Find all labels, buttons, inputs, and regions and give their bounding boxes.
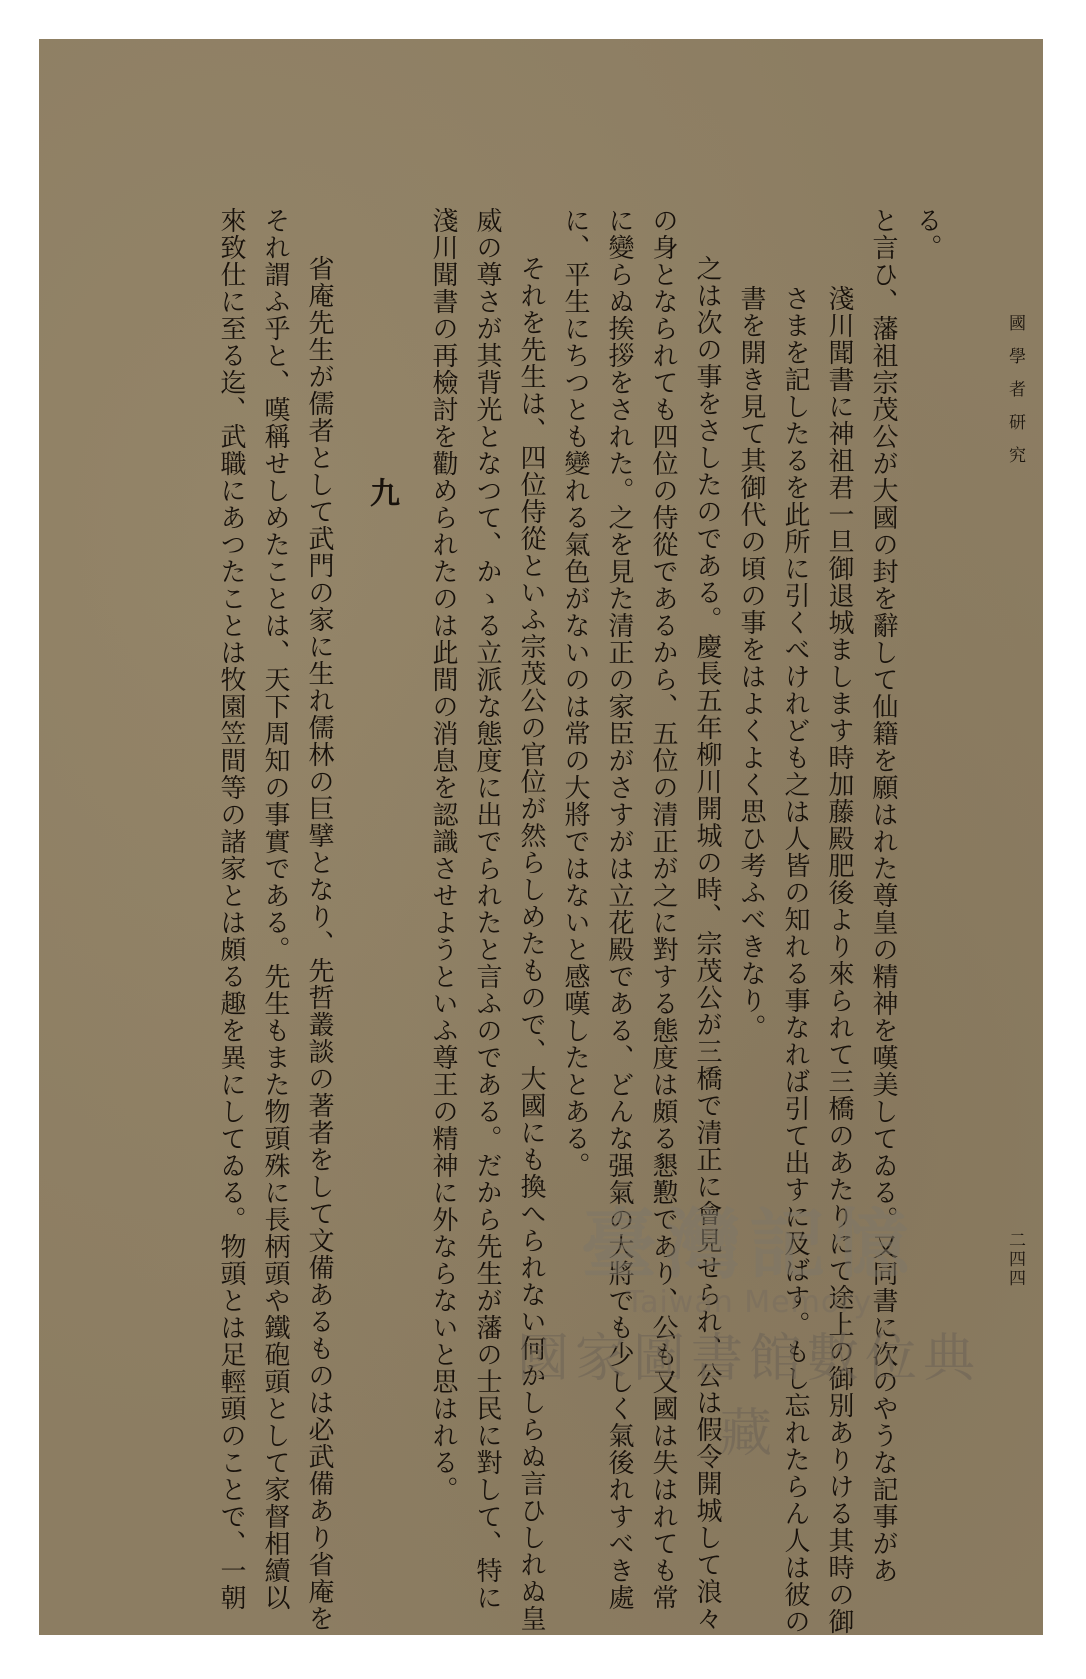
text-column: 淺川聞書の再檢討を勸められたのは此間の消息を認識させようといふ尊王の精神に外ならないと思はれる。 [428,207,458,1503]
text-column: 來致仕に至る迄、武職にあつたことは牧園笠間等の諸家とは頗る趣を異にしてゐる。物頭とは足輕頭のことで、一朝 [216,207,246,1611]
quoted-text-column: 書を開き見て其御代の頃の事をはよくよく思ひ考ふべきなり。 [736,285,766,1041]
section-number: 九 [364,477,399,508]
body-text [209,207,949,1635]
text-column: に、平生にちつとも變れる氣色がないのは常の大將ではないと感嘆したとある。 [560,207,590,1179]
text-column: 威の尊さが其背光となつて、かゝる立派な態度に出でられたと言ふのである。だから先生が藩の士民に對して、特に [472,207,502,1611]
watermark-english-text: Taiwan Memory [625,1285,873,1320]
text-column: の身となられても四位の侍從であるから、五位の清正が之に對する態度は頗る懇懃であり、公も又國は失はれても常 [648,207,678,1611]
text-column: る。 [912,207,942,261]
running-head: 國學者研究 [1005,314,1025,479]
text-column: に變らぬ挨拶をされた。之を見た清正の家臣がさすがは立花殿である、どんな强氣の大將でも少しく氣後れすべき處 [604,207,634,1611]
watermark-chinese-text: 國家圖書館數位典藏 [516,1329,981,1464]
quoted-text-column: さまを記したるを此所に引くべけれども之は人皆の知れる事なれば引て出すに及ばす。もし忘れたらん人は彼の [780,285,810,1635]
quoted-text-column: 淺川聞書に神祖君一旦御退城まします時加藤殿肥後より來られて三橋のあたりにて途上の御別ありける其時の御 [824,285,854,1635]
watermark-art-text: 臺灣記憶 [581,1200,917,1289]
paragraph-start-column: それを先生は、四位侍從といふ宗茂公の官位が然らしめたもので、大國にも換へられない何かしらぬ言ひしれぬ皇 [516,255,546,1632]
book-page [39,39,1043,1635]
page-number: 二四四 [1005,1231,1025,1288]
text-column: それ謂ふ乎と、嘆稱せしめたことは、天下周知の事實である。先生もまた物頭殊に長柄頭や鐵砲頭として家督相續以 [260,207,290,1611]
text-column: と言ひ、藩祖宗茂公が大國の封を辭して仙籍を願はれた尊皇の精神を嘆美してゐる。又同書に次のやうな記事があ [868,207,898,1584]
paragraph-start-column: 之は次の事をさしたのである。慶長五年柳川開城の時、宗茂公が三橋で清正に會見せられ、公は假令開城して浪々 [692,255,722,1632]
paragraph-start-column: 省庵先生が儒者として武門の家に生れ儒林の巨擘となり、先哲叢談の著者をして文備あるものは必武備あり省庵を [304,255,334,1632]
